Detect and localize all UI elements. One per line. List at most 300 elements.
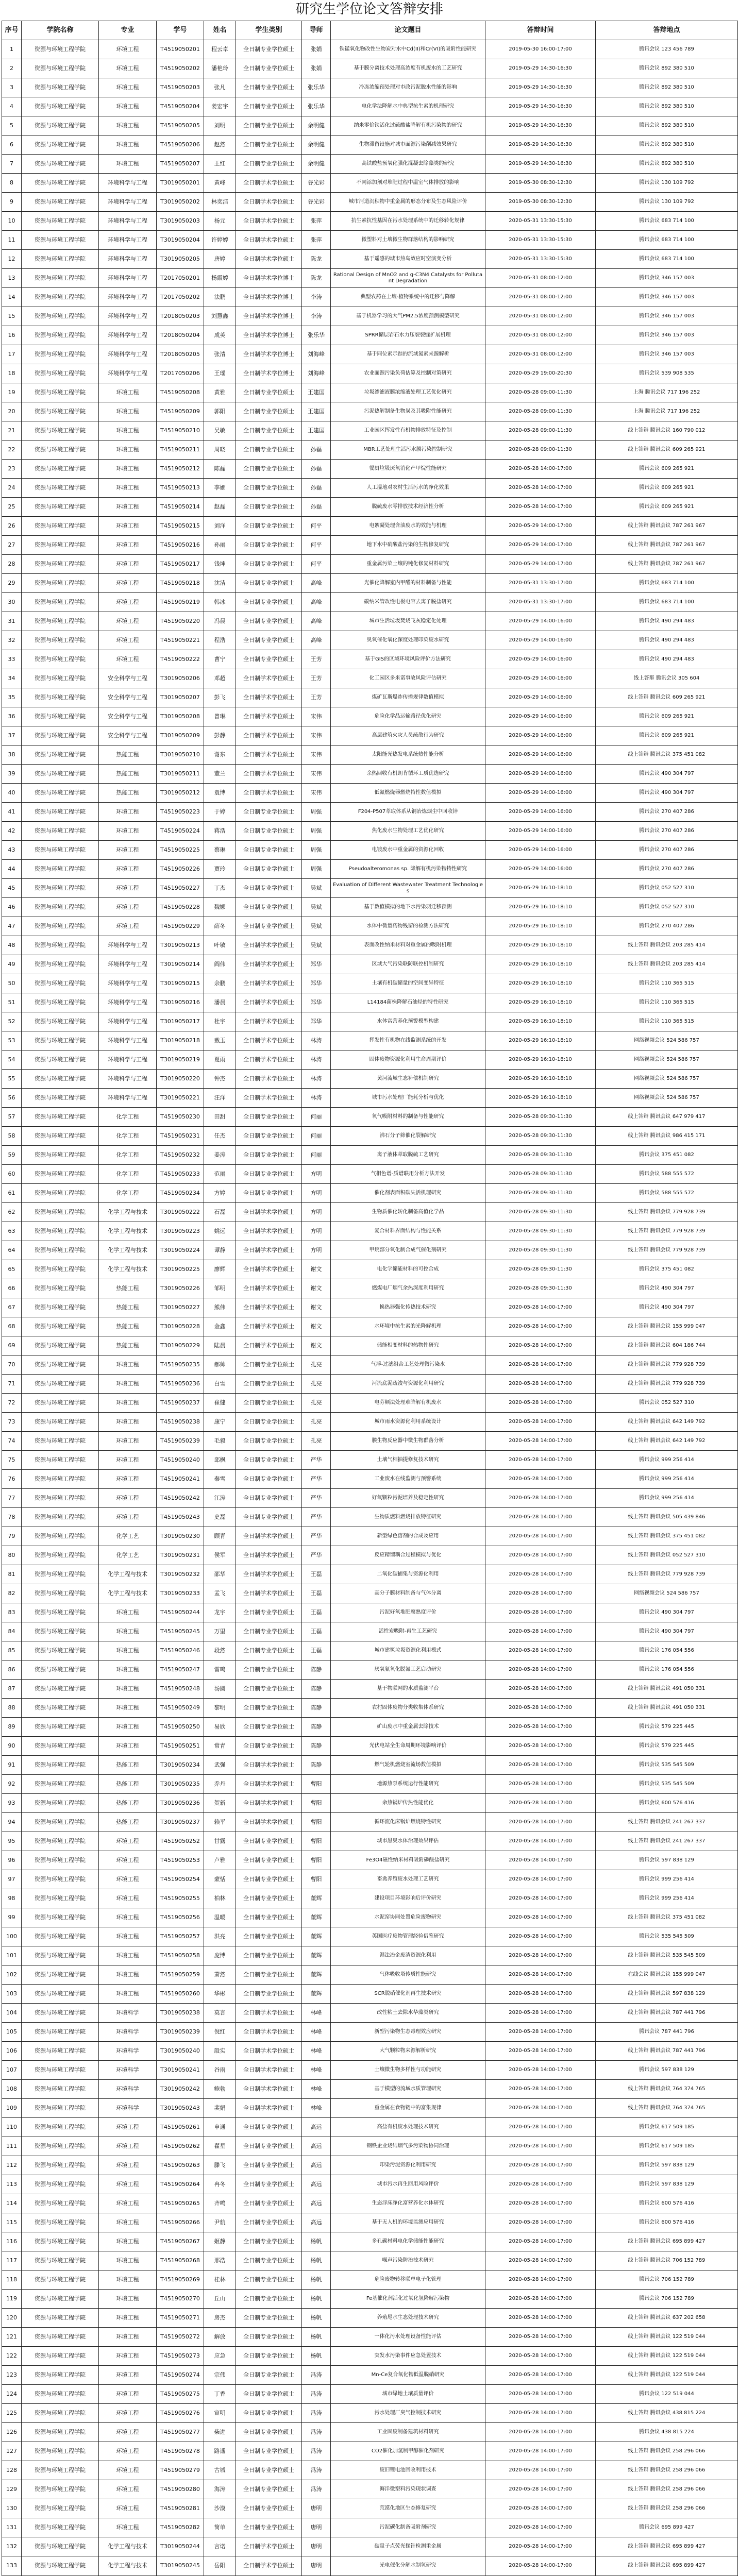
col-major-cell: 热能工程	[99, 745, 157, 765]
col-major-cell: 环境工程	[99, 517, 157, 536]
col-thesis-title-cell: 城市污水处理厂能耗分析与优化	[331, 1089, 485, 1108]
col-advisor-cell: 董辉	[302, 1965, 331, 1985]
col-student-type-cell: 全日制专业学位硕士	[236, 1680, 302, 1699]
col-student-type-cell: 全日制学术学位博士	[236, 364, 302, 383]
col-student-id-cell: T4519050276	[157, 2404, 204, 2423]
col-major-cell: 化学工程与技术	[99, 1565, 157, 1584]
col-advisor-cell: 吴斌	[302, 879, 331, 898]
col-name-cell: 蒙恬	[204, 1870, 236, 1889]
col-index-cell: 95	[2, 1832, 22, 1851]
col-school-cell: 资源与环境工程学院	[22, 1432, 99, 1451]
col-defense-place-cell: 线上答辩 腾讯会议 695 899 427	[596, 2537, 738, 2556]
col-defense-time-cell: 2020-05-29 14:00-16:00	[485, 631, 596, 650]
col-student-type-cell: 全日制学术学位硕士	[236, 955, 302, 974]
col-name-cell: 萧然	[204, 1965, 236, 1985]
col-student-id-cell: T4519050249	[157, 1699, 204, 1718]
col-defense-time-cell: 2020-05-28 14:00-17:00	[485, 2042, 596, 2061]
col-school-cell: 资源与环境工程学院	[22, 1070, 99, 1089]
col-name-header: 姓名	[204, 21, 236, 40]
col-student-id-cell: T3019050236	[157, 1794, 204, 1813]
table-row	[2, 1813, 738, 1832]
col-major-cell: 环境工程	[99, 155, 157, 174]
table-row	[2, 2366, 738, 2385]
col-advisor-cell: 陈静	[302, 1718, 331, 1737]
col-defense-place-cell: 腾讯会议 683 714 100	[596, 574, 738, 593]
col-defense-time-cell: 2020-05-31 08:00-12:00	[485, 345, 596, 364]
col-index-cell: 126	[2, 2423, 22, 2442]
col-student-id-cell: T3019050217	[157, 1012, 204, 1031]
col-index-cell: 111	[2, 2137, 22, 2156]
col-thesis-title-cell: 生物质燃料燃烧排放特征研究	[331, 1508, 485, 1527]
table-row	[2, 440, 738, 460]
col-index-cell: 1	[2, 40, 22, 59]
col-major-cell: 环境工程	[99, 2480, 157, 2499]
col-student-id-cell: T4519050245	[157, 1622, 204, 1641]
col-thesis-title-cell: 厌氧氨氧化脱氮工艺启动研究	[331, 1660, 485, 1680]
col-student-type-cell: 全日制学术学位硕士	[236, 2042, 302, 2061]
col-name-cell: 海涛	[204, 2480, 236, 2499]
table-row	[2, 40, 738, 59]
col-name-cell: 叶敏	[204, 936, 236, 955]
col-defense-time-cell: 2019-05-30 08:30-12:30	[485, 174, 596, 193]
table-row	[2, 2175, 738, 2194]
col-school-cell: 资源与环境工程学院	[22, 879, 99, 898]
col-advisor-cell: 宋伟	[302, 726, 331, 745]
col-major-cell: 环境工程	[99, 1680, 157, 1699]
col-school-cell: 资源与环境工程学院	[22, 460, 99, 479]
col-index-cell: 52	[2, 1012, 22, 1031]
table-row	[2, 650, 738, 669]
col-advisor-cell: 董辉	[302, 1946, 331, 1965]
col-defense-place-cell: 腾讯会议 892 380 510	[596, 135, 738, 155]
table-row	[2, 364, 738, 383]
col-name-cell: 古城	[204, 2461, 236, 2480]
col-index-cell: 2	[2, 59, 22, 78]
col-defense-time-cell: 2020-05-28 14:00-17:00	[485, 1908, 596, 1927]
col-index-cell: 5	[2, 116, 22, 135]
col-defense-place-cell: 线上答辩 腾讯会议 779 928 739	[596, 1355, 738, 1375]
col-name-cell: 赖平	[204, 1813, 236, 1832]
table-row	[2, 631, 738, 650]
col-major-cell: 环境工程	[99, 1832, 157, 1851]
col-defense-time-cell: 2020-05-28 14:00-17:00	[485, 1699, 596, 1718]
col-student-id-cell: T4519050227	[157, 879, 204, 898]
col-thesis-title-cell: 铁锰氧化物改性生物炭对水中Cd(II)和Cr(VI)的吸附性能研究	[331, 40, 485, 59]
col-name-cell: 柏林	[204, 1889, 236, 1908]
col-student-id-cell: T4519050206	[157, 135, 204, 155]
col-advisor-cell: 严华	[302, 1451, 331, 1470]
col-student-id-cell: T3019050211	[157, 765, 204, 784]
col-name-cell: 程浩	[204, 631, 236, 650]
table-row	[2, 1946, 738, 1965]
col-thesis-title-cell: 低氮燃烧器燃烧特性数值模拟	[331, 784, 485, 803]
col-name-cell: 史磊	[204, 1508, 236, 1527]
col-thesis-title-cell: 餐厨垃圾厌氧消化产甲烷性能研究	[331, 460, 485, 479]
col-thesis-title-cell: 黄河流域生态补偿机制研究	[331, 1070, 485, 1089]
col-defense-time-cell: 2020-05-28 14:00-17:00	[485, 1298, 596, 1317]
table-row	[2, 479, 738, 498]
col-name-cell: 杨元	[204, 212, 236, 231]
col-advisor-cell: 余明健	[302, 135, 331, 155]
col-student-id-cell: T3019050218	[157, 1031, 204, 1050]
col-student-id-cell: T3019050234	[157, 1756, 204, 1775]
col-student-type-cell: 全日制专业学位硕士	[236, 1622, 302, 1641]
col-student-type-cell: 全日制专业学位硕士	[236, 421, 302, 440]
table-row	[2, 2575, 738, 2576]
table-row	[2, 1394, 738, 1413]
col-thesis-title-cell: 离子液体萃取脱硫工艺研究	[331, 1146, 485, 1165]
col-index-cell: 122	[2, 2347, 22, 2366]
col-student-type-cell: 全日制专业学位硕士	[236, 2270, 302, 2290]
col-school-cell: 资源与环境工程学院	[22, 1832, 99, 1851]
col-name-cell: 常青	[204, 1737, 236, 1756]
col-major-cell: 环境工程	[99, 498, 157, 517]
col-school-cell: 资源与环境工程学院	[22, 1965, 99, 1985]
col-advisor-cell: 杨帆	[302, 2347, 331, 2366]
col-index-cell: 115	[2, 2213, 22, 2232]
col-major-cell: 化学工程与技术	[99, 1203, 157, 1222]
col-defense-time-cell: 2020-05-28 14:00-17:00	[485, 1527, 596, 1546]
table-row	[2, 250, 738, 269]
col-student-type-cell: 全日制专业学位硕士	[236, 2251, 302, 2270]
col-advisor-cell: 林峰	[302, 2080, 331, 2099]
table-row	[2, 307, 738, 326]
table-row	[2, 1889, 738, 1908]
col-thesis-title-cell: 光电催化分解水制氢研究	[331, 2556, 485, 2575]
col-index-cell: 35	[2, 688, 22, 707]
col-advisor-cell: 孙磊	[302, 440, 331, 460]
schedule-table	[2, 21, 738, 2576]
col-name-cell: 蔡琳	[204, 841, 236, 860]
col-student-type-cell: 全日制学术学位硕士	[236, 1527, 302, 1546]
col-major-cell: 化学工艺	[99, 1546, 157, 1565]
col-index-cell: 99	[2, 1908, 22, 1927]
col-defense-place-cell: 腾讯会议 110 365 515	[596, 993, 738, 1012]
col-student-type-cell: 全日制学术学位硕士	[236, 1317, 302, 1336]
col-index-cell: 36	[2, 707, 22, 726]
col-defense-place-cell: 线上答辩 腾讯会议 637 202 658	[596, 2309, 738, 2328]
col-index-cell: 66	[2, 1279, 22, 1298]
col-defense-time-cell: 2020-05-28 14:00-17:00	[485, 2099, 596, 2118]
col-school-header: 学院名称	[22, 21, 99, 40]
col-advisor-cell: 谢文	[302, 1279, 331, 1298]
col-school-cell: 资源与环境工程学院	[22, 479, 99, 498]
col-student-type-cell: 全日制专业学位硕士	[236, 2328, 302, 2347]
col-student-id-cell: T4519050263	[157, 2156, 204, 2175]
col-major-cell: 环境科学与工程	[99, 193, 157, 212]
col-defense-place-cell: 线上答辩 腾讯会议 787 261 967	[596, 536, 738, 555]
table-row	[2, 402, 738, 421]
col-major-cell: 环境工程	[99, 574, 157, 593]
col-defense-place-cell: 腾讯会议 490 294 483	[596, 612, 738, 631]
col-defense-place-cell: 腾讯会议 999 256 414	[596, 1489, 738, 1508]
col-thesis-title-cell: 水泥窑协同处置危险废物研究	[331, 1908, 485, 1927]
col-index-cell: 65	[2, 1260, 22, 1279]
col-student-id-cell: T4519050246	[157, 1641, 204, 1660]
col-index-cell: 64	[2, 1241, 22, 1260]
col-name-cell: 黄雅	[204, 383, 236, 402]
col-thesis-title-cell: 气体吸收塔传质性能研究	[331, 1965, 485, 1985]
col-advisor-cell: 王磊	[302, 1622, 331, 1641]
table-row	[2, 2080, 738, 2099]
col-defense-time-cell: 2020-05-28 14:00-17:00	[485, 1413, 596, 1432]
col-name-cell: 黎明	[204, 1699, 236, 1718]
col-school-cell: 资源与环境工程学院	[22, 536, 99, 555]
col-school-cell: 资源与环境工程学院	[22, 612, 99, 631]
col-advisor-cell: 宋伟	[302, 765, 331, 784]
col-defense-place-cell: 线上答辩 腾讯会议 779 928 739	[596, 1375, 738, 1394]
col-thesis-title-cell: SPRR储层岩石水力压裂裂缝扩展机理	[331, 326, 485, 345]
col-major-cell: 环境工程	[99, 1603, 157, 1622]
col-index-cell: 86	[2, 1660, 22, 1680]
col-school-cell: 资源与环境工程学院	[22, 421, 99, 440]
col-school-cell: 资源与环境工程学院	[22, 1508, 99, 1527]
col-defense-time-cell: 2020-05-28 14:00-17:00	[485, 1718, 596, 1737]
col-defense-time-cell: 2020-05-29 16:10-18:10	[485, 879, 596, 898]
col-student-id-cell: T4519050260	[157, 1985, 204, 2004]
table-row	[2, 1489, 738, 1508]
col-student-type-cell: 全日制学术学位硕士	[236, 1031, 302, 1050]
table-row	[2, 1584, 738, 1603]
col-student-id-cell: T4519050220	[157, 612, 204, 631]
col-thesis-title-cell: 水体中微量药物残留的检测方法研究	[331, 917, 485, 936]
col-defense-time-cell: 2020-05-28 14:00-17:00	[485, 2537, 596, 2556]
col-name-cell: 法鹏	[204, 288, 236, 307]
col-advisor-cell: 宋伟	[302, 745, 331, 765]
col-advisor-cell: 王磊	[302, 1584, 331, 1603]
col-major-cell: 环境工程	[99, 2442, 157, 2461]
col-major-cell: 环境工程	[99, 841, 157, 860]
col-defense-time-cell: 2020-05-28 14:00-17:00	[485, 2442, 596, 2461]
col-thesis-title-cell: 养殖尾水生态处理技术研究	[331, 2309, 485, 2328]
col-name-cell: 周晓	[204, 440, 236, 460]
col-advisor-cell: 张娟	[302, 40, 331, 59]
col-thesis-title-cell: 基于同位素示踪的流域氮素来源解析	[331, 345, 485, 364]
col-major-cell: 环境工程	[99, 1355, 157, 1375]
col-student-type-cell: 全日制专业学位硕士	[236, 1870, 302, 1889]
col-defense-place-cell: 腾讯会议 490 304 797	[596, 1622, 738, 1641]
table-row	[2, 1298, 738, 1317]
col-student-type-cell: 全日制专业学位硕士	[236, 2175, 302, 2194]
col-advisor-cell: 王磊	[302, 1603, 331, 1622]
col-school-cell: 资源与环境工程学院	[22, 2537, 99, 2556]
col-thesis-title-cell: 城市生活垃圾焚烧飞灰稳定化处理	[331, 612, 485, 631]
col-advisor-cell: 王芳	[302, 688, 331, 707]
col-name-cell: 刘明	[204, 116, 236, 135]
col-thesis-title-cell: 电化学法降解水中典型抗生素的机理研究	[331, 97, 485, 116]
col-defense-time-cell: 2020-05-28 14:00-17:00	[485, 1756, 596, 1775]
col-defense-place-cell: 腾讯会议 588 555 572	[596, 1165, 738, 1184]
col-defense-time-cell: 2020-05-28 14:00-17:00	[485, 1680, 596, 1699]
col-student-id-cell: T4519050262	[157, 2137, 204, 2156]
col-major-cell: 环境工程	[99, 479, 157, 498]
col-advisor-cell: 高峰	[302, 593, 331, 612]
col-defense-place-cell: 腾讯会议 787 441 796	[596, 2023, 738, 2042]
table-row	[2, 784, 738, 803]
table-row	[2, 1279, 738, 1298]
col-thesis-title-cell: 冷冻浓缩预处理对市政污泥脱水性能的影响	[331, 78, 485, 97]
col-major-cell: 环境工程	[99, 383, 157, 402]
table-row	[2, 707, 738, 726]
col-index-cell: 101	[2, 1946, 22, 1965]
table-row	[2, 593, 738, 612]
col-student-id-cell: T4519050211	[157, 440, 204, 460]
col-index-cell: 94	[2, 1813, 22, 1832]
col-student-id-cell: T4519050233	[157, 1165, 204, 1184]
col-defense-time-cell: 2019-05-30 16:00-17:00	[485, 40, 596, 59]
col-thesis-title-cell: 污泥好氧堆肥腐熟度评价	[331, 1603, 485, 1622]
col-school-cell: 资源与环境工程学院	[22, 917, 99, 936]
col-name-cell: 黄峰	[204, 174, 236, 193]
col-school-cell: 资源与环境工程学院	[22, 498, 99, 517]
col-advisor-cell: 吴斌	[302, 917, 331, 936]
col-major-cell: 环境科学与工程	[99, 174, 157, 193]
col-school-cell: 资源与环境工程学院	[22, 269, 99, 288]
col-advisor-cell: 曹阳	[302, 1870, 331, 1889]
col-major-cell: 环境工程	[99, 1660, 157, 1680]
col-major-cell: 环境工程	[99, 1946, 157, 1965]
col-advisor-cell	[302, 2575, 331, 2576]
col-school-cell: 资源与环境工程学院	[22, 2556, 99, 2575]
table-row	[2, 1146, 738, 1165]
col-school-cell: 资源与环境工程学院	[22, 688, 99, 707]
col-index-cell: 63	[2, 1222, 22, 1241]
col-thesis-title-cell: CO2催化加氢制甲醇催化剂研究	[331, 2442, 485, 2461]
col-school-cell: 资源与环境工程学院	[22, 78, 99, 97]
table-row	[2, 2309, 738, 2328]
col-student-type-cell: 全日制专业学位硕士	[236, 574, 302, 593]
col-defense-time-cell: 2020-05-28 14:00-17:00	[485, 1622, 596, 1641]
col-name-cell: 申通	[204, 2118, 236, 2137]
col-student-type-cell: 全日制专业学位硕士	[236, 1699, 302, 1718]
table-row	[2, 1565, 738, 1584]
col-major-cell: 环境工程	[99, 78, 157, 97]
col-defense-place-cell: 腾讯会议 346 157 003	[596, 345, 738, 364]
col-student-type-cell: 全日制专业学位硕士	[236, 479, 302, 498]
col-school-cell: 资源与环境工程学院	[22, 2290, 99, 2309]
col-defense-time-cell: 2020-05-28 14:00-17:00	[485, 2270, 596, 2290]
col-advisor-cell: 严华	[302, 1470, 331, 1489]
col-index-cell: 85	[2, 1641, 22, 1660]
col-student-id-cell: T4519050252	[157, 1832, 204, 1851]
col-thesis-title-cell: 区域大气污染联防联控机制研究	[331, 955, 485, 974]
col-thesis-title-cell: 反应精馏耦合过程模拟与优化	[331, 1546, 485, 1565]
col-defense-time-cell: 2020-05-28 09:30-11:30	[485, 1222, 596, 1241]
table-row	[2, 612, 738, 631]
col-name-cell: 赵磊	[204, 498, 236, 517]
col-defense-time-cell: 2020-05-29 14:00-16:00	[485, 784, 596, 803]
table-row	[2, 1927, 738, 1946]
col-defense-time-cell: 2020-05-28 09:30-11:30	[485, 1279, 596, 1298]
col-thesis-title-cell: 甲烷部分氧化制合成气催化剂研究	[331, 1241, 485, 1260]
col-defense-place-cell: 腾讯会议 052 527 310	[596, 879, 738, 898]
col-major-cell: 环境工程	[99, 898, 157, 917]
col-school-cell: 资源与环境工程学院	[22, 2518, 99, 2537]
col-student-type-cell: 全日制学术学位硕士	[236, 1222, 302, 1241]
col-school-cell: 资源与环境工程学院	[22, 974, 99, 993]
col-school-cell: 资源与环境工程学院	[22, 1756, 99, 1775]
col-school-cell: 资源与环境工程学院	[22, 1851, 99, 1870]
col-student-type-cell: 全日制专业学位硕士	[236, 1946, 302, 1965]
col-school-cell: 资源与环境工程学院	[22, 1641, 99, 1660]
table-row	[2, 1260, 738, 1279]
col-student-type-cell: 全日制学术学位硕士	[236, 1241, 302, 1260]
col-major-cell: 环境工程	[99, 2270, 157, 2290]
table-row	[2, 1641, 738, 1660]
col-student-id-cell: T4519050216	[157, 536, 204, 555]
col-school-cell	[22, 2575, 99, 2576]
col-thesis-title-cell: 工业园区挥发性有机物排放特征及控制	[331, 421, 485, 440]
col-defense-place-cell: 腾讯会议 122 519 044	[596, 2385, 738, 2404]
col-index-cell: 25	[2, 498, 22, 517]
col-thesis-title-cell: 突发水污染事件应急处置技术	[331, 2347, 485, 2366]
table-row	[2, 936, 738, 955]
col-name-cell: 姬静	[204, 2232, 236, 2251]
col-advisor-cell: 冯涛	[302, 2442, 331, 2461]
col-advisor-cell: 杨帆	[302, 2328, 331, 2347]
col-school-cell: 资源与环境工程学院	[22, 1050, 99, 1070]
col-student-id-cell: T4519050257	[157, 1927, 204, 1946]
col-name-cell: 曹宁	[204, 650, 236, 669]
col-defense-time-cell: 2019-05-29 14:30-16:30	[485, 78, 596, 97]
col-advisor-cell: 何丽	[302, 1108, 331, 1127]
col-thesis-title-cell: 焦化废水生物处理工艺优化研究	[331, 822, 485, 841]
col-major-cell: 环境工程	[99, 421, 157, 440]
col-defense-place-cell: 腾讯会议 600 576 416	[596, 2213, 738, 2232]
table-row	[2, 1794, 738, 1813]
col-thesis-title-cell: 基于机器学习的大气PM2.5浓度预测模型研究	[331, 307, 485, 326]
col-name-cell: 许婷婷	[204, 231, 236, 250]
col-index-cell: 130	[2, 2499, 22, 2518]
col-advisor-cell: 孔亮	[302, 1355, 331, 1375]
col-index-cell: 57	[2, 1108, 22, 1127]
col-major-cell	[99, 2575, 157, 2576]
col-defense-time-cell: 2020-05-28 14:00-17:00	[485, 2004, 596, 2023]
col-name-cell: 程云卓	[204, 40, 236, 59]
col-student-id-cell: T3019050237	[157, 1813, 204, 1832]
col-defense-place-cell: 腾讯会议 176 054 556	[596, 1641, 738, 1660]
col-defense-time-cell: 2020-05-28 14:00-17:00	[485, 2499, 596, 2518]
table-row	[2, 574, 738, 593]
col-name-cell: 莫言	[204, 2004, 236, 2023]
col-defense-time-cell: 2020-05-29 14:00-16:00	[485, 860, 596, 879]
col-thesis-title-cell: 碳量子点荧光探针检测重金属	[331, 2537, 485, 2556]
col-major-cell: 环境工程	[99, 2290, 157, 2309]
col-student-id-cell: T3019050226	[157, 1279, 204, 1298]
col-thesis-title-cell: 海洋微塑料污染现状调查	[331, 2480, 485, 2499]
col-defense-place-cell: 腾讯会议 438 815 224	[596, 2423, 738, 2442]
col-name-cell: 邵华	[204, 1565, 236, 1584]
col-name-cell: 邢浩	[204, 2251, 236, 2270]
col-defense-place-header: 答辩地点	[596, 21, 738, 40]
col-student-type-cell: 全日制学术学位硕士	[236, 212, 302, 231]
col-student-type-cell: 全日制学术学位硕士	[236, 1203, 302, 1222]
col-advisor-cell: 杨帆	[302, 2232, 331, 2251]
col-advisor-cell: 陈静	[302, 1680, 331, 1699]
col-advisor-cell: 周强	[302, 841, 331, 860]
col-name-cell: 崔健	[204, 1394, 236, 1413]
col-defense-time-cell: 2020-05-28 14:00-17:00	[485, 1336, 596, 1355]
col-defense-time-cell: 2020-05-29 14:00-16:00	[485, 688, 596, 707]
col-name-cell: 侯军	[204, 1546, 236, 1565]
col-advisor-cell: 方明	[302, 1203, 331, 1222]
col-student-id-cell: T4519050210	[157, 421, 204, 440]
table-row	[2, 2328, 738, 2347]
table-row	[2, 1699, 738, 1718]
col-defense-place-cell: 上海 腾讯会议 717 196 252	[596, 383, 738, 402]
col-defense-time-cell: 2020-05-29 14:00-16:00	[485, 765, 596, 784]
col-defense-place-cell: 线上答辩 腾讯会议 052 527 310	[596, 1546, 738, 1565]
